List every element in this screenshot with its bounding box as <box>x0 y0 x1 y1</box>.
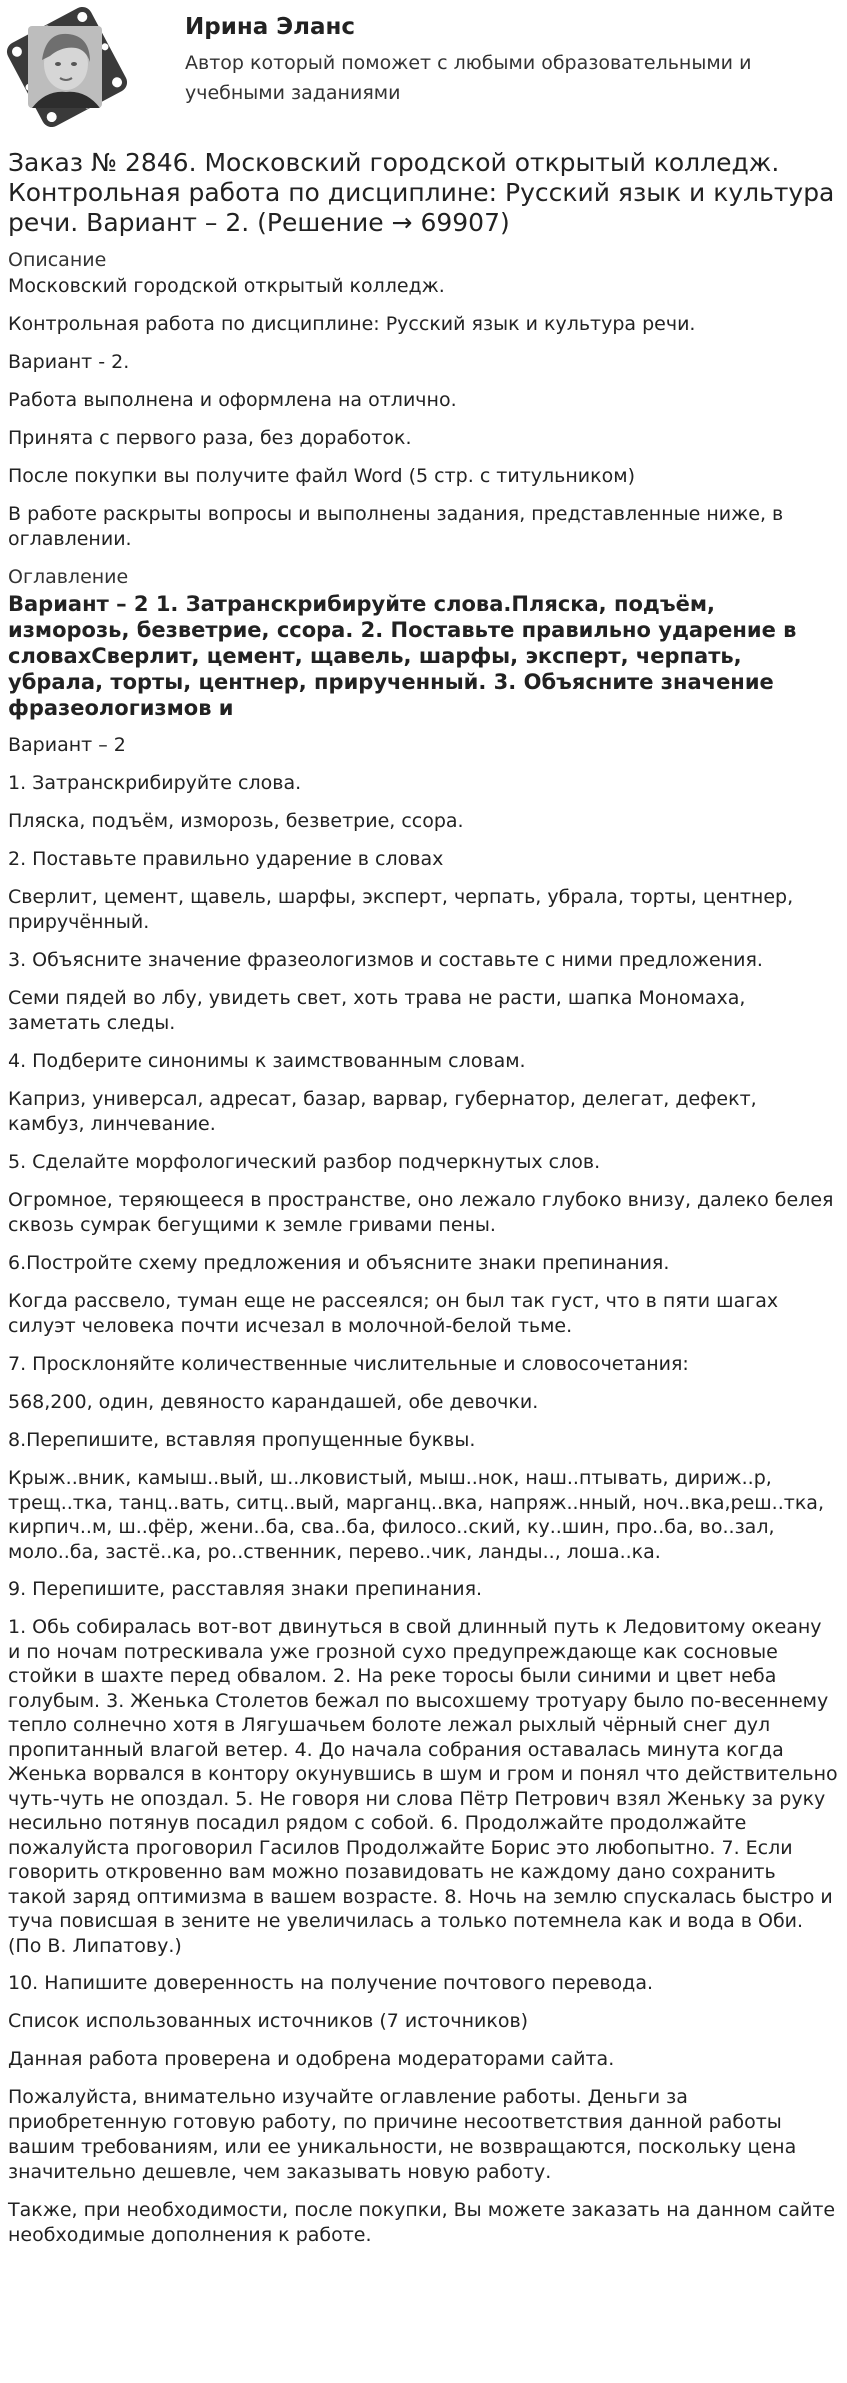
description-paragraph: Московский городской открытый колледж. <box>8 275 445 297</box>
toc-paragraph: 4. Подберите синонимы к заимствованным словам. <box>8 1050 526 1072</box>
sources-note: Список использованных источников (7 источников) <box>8 2010 529 2032</box>
description-paragraph: В работе раскрыты вопросы и выполнены задания, представленные ниже, в оглавлении. <box>8 503 784 550</box>
film-reel-avatar-icon <box>6 6 128 128</box>
toc-paragraph: 9. Перепишите, расставляя знаки препинания. <box>8 1578 483 1600</box>
description-paragraph: После покупки вы получите файл Word (5 стр. с титульником) <box>8 465 635 487</box>
author-description: Автор который поможет с любыми образовательными и учебными заданиями <box>185 52 752 104</box>
toc-paragraph: Огромное, теряющееся в пространстве, оно лежало глубоко внизу, далеко белея сквозь сумрак бегущими к земле гривами пены. <box>8 1189 834 1236</box>
toc-paragraph: 7. Просклоняйте количественные числительные и словосочетания: <box>8 1353 689 1375</box>
moderation-note: Данная работа проверена и одобрена модераторами сайта. <box>8 2048 615 2070</box>
toc-paragraph: 3. Объясните значение фразеологизмов и составьте с ними предложения. <box>8 949 763 971</box>
description-label: Описание <box>8 249 107 271</box>
toc-paragraph: 2. Поставьте правильно ударение в словах <box>8 848 444 870</box>
toc-paragraph: 6.Постройте схему предложения и объясните знаки препинания. <box>8 1252 670 1274</box>
toc-paragraph: Сверлит, цемент, щавель, шарфы, эксперт, черпать, убрала, торты, центнер, приручённый. <box>8 886 794 933</box>
toc-paragraph: Пляска, подъём, изморозь, безветрие, ссора. <box>8 810 464 832</box>
toc-paragraph: Каприз, универсал, адресат, базар, варвар, губернатор, делегат, дефект, камбуз, линчевание. <box>8 1088 757 1135</box>
toc-paragraph: Когда рассвело, туман еще не рассеялся; он был так густ, что в пяти шагах силуэт человека почти исчезал в молочной-белой тьме. <box>8 1290 779 1337</box>
toc-paragraph: 8.Перепишите, вставляя пропущенные буквы. <box>8 1429 476 1451</box>
toc-paragraph: 10. Напишите доверенность на получение почтового перевода. <box>8 1972 653 1994</box>
toc-paragraph: 1. Обь собиралась вот-вот двинуться в свой длинный путь к Ледовитому океану и по ночам потрескивала уже грозной сухо предупреждающе как сосновые стойки в шахте перед обвалом. 2. На реке торосы были синими и цвет неба голубым. 3. Женька Столетов бежал по высохшему тротуару было по-весеннему тепло солнечно хотя в Лягушачьем болоте лежал рыхлый чёрный снег дул пропитанный влагой ветер. 4. До начала собрания оставалась минута когда Женька ворвался в контору окунувшись в шум и гром и понял что действительно чуть-чуть не опоздал. 5. Не говоря ни слова Пётр Петрович взял Женьку за руку несильно потянув посадил рядом с собой. 6. Продолжайте продолжайте пожалуйста проговорил Гасилов Продолжайте Борис это любопытно. 7. Если говорить откровенно вам можно позавидовать не каждому дано сохранить такой заряд оптимизма в вашем возрасте. 8. Ночь на землю спускалась быстро и туча повисшая в зените не увеличилась а только потемнела как и вода в Оби. (По В. Липатову.) <box>8 1616 838 1957</box>
refund-note: Пожалуйста, внимательно изучайте оглавление работы. Деньги за приобретенную готовую работу, по причине несоответствия данной работы вашим требованиям, или ее уникальности, не возвращаются, поскольку цена значительно дешевле, чем заказывать новую работу. <box>8 2086 797 2183</box>
toc-paragraph: Семи пядей во лбу, увидеть свет, хоть трава не расти, шапка Мономаха, заметать следы. <box>8 987 746 1034</box>
description-paragraph: Контрольная работа по дисциплине: Русский язык и культура речи. <box>8 313 696 335</box>
toc-paragraph: 568,200, один, девяносто карандашей, обе девочки. <box>8 1391 539 1413</box>
description-paragraph: Принята с первого раза, без доработок. <box>8 427 412 449</box>
toc-body <box>8 733 838 2248</box>
toc-paragraph: 1. Затранскрибируйте слова. <box>8 772 302 794</box>
toc-paragraph: 5. Сделайте морфологический разбор подчеркнутых слов. <box>8 1151 601 1173</box>
author-header <box>0 0 847 140</box>
additions-note: Также, при необходимости, после покупки, Вы можете заказать на данном сайте необходимые дополнения к работе. <box>8 2199 836 2246</box>
author-avatar[interactable] <box>6 6 128 128</box>
toc-summary: Вариант – 2 1. Затранскрибируйте слова.Пляска, подъём, изморозь, безветрие, ссора. 2. Поставьте правильно ударение в словахСверлит, цемент, щавель, шарфы, эксперт, черпать, убрала, торты, центнер, прирученный. 3. Объясните значение фразеологизмов и <box>8 592 797 720</box>
description-body <box>8 274 838 552</box>
author-name[interactable]: Ирина Эланс <box>185 14 356 40</box>
toc-paragraph: Крыж..вник, камыш..вый, ш..лковистый, мыш..нок, наш..птывать, дириж..р, трещ..тка, танц..вать, ситц..вый, марганц..вка, напряж..нный, ноч..вка,реш..тка, кирпич..м, ш..фёр, жени..ба, сва..ба, филосо..ский, ку..шин, про..ба, во..зал, моло..ба, застё..ка, ро..ственник, перево..чик, ланды.., лоша..ка. <box>8 1467 824 1563</box>
description-paragraph: Работа выполнена и оформлена на отлично. <box>8 389 457 411</box>
description-paragraph: Вариант - 2. <box>8 351 130 373</box>
toc-label: Оглавление <box>8 566 129 588</box>
order-content <box>8 148 838 2261</box>
toc-paragraph: Вариант – 2 <box>8 734 126 756</box>
order-title: Заказ № 2846. Московский городской открытый колледж. Контрольная работа по дисциплине: Русский язык и культура речи. Вариант – 2. (Решение → 69907) <box>8 148 835 237</box>
